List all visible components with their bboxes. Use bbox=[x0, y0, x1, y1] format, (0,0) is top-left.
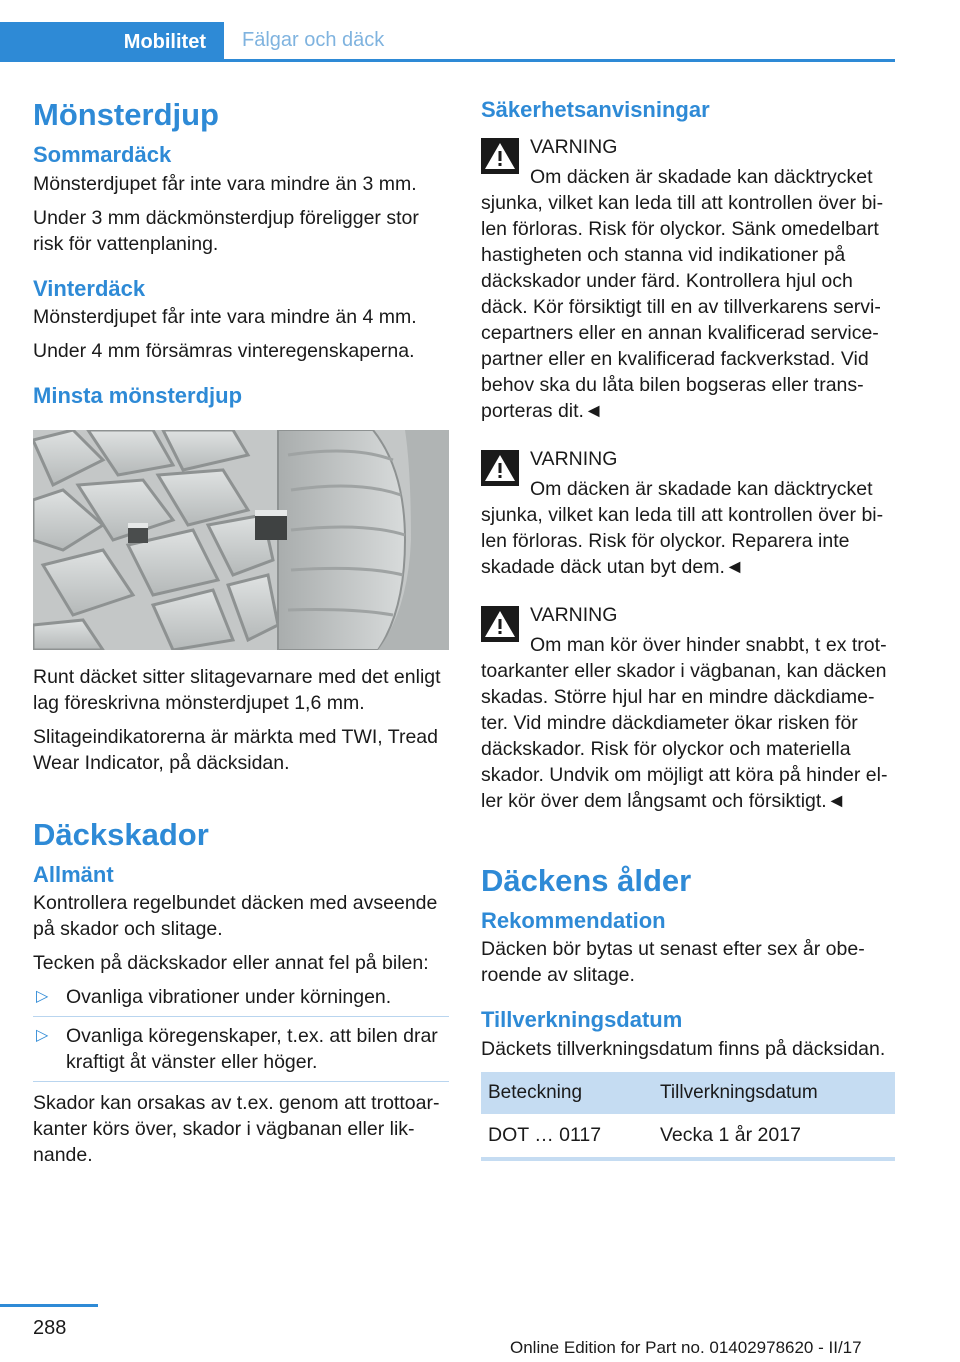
footer-accent-line bbox=[0, 1304, 98, 1307]
warning-block bbox=[481, 446, 895, 580]
manufacture-date-table bbox=[481, 1072, 895, 1161]
subheading-minsta: Minsta mönsterdjup bbox=[33, 383, 243, 409]
tire-tread-illustration bbox=[33, 430, 449, 650]
table-header: Beteckning bbox=[481, 1072, 653, 1114]
paragraph: Tecken på däckskador eller annat fel på bilen: bbox=[33, 952, 429, 975]
table-header: Tillverkningsdatum bbox=[653, 1072, 895, 1114]
table-cell: Vecka 1 år 2017 bbox=[653, 1114, 895, 1159]
warning-block bbox=[481, 602, 895, 814]
list-item: ▷ Ovanliga vibrationer under körningen. bbox=[33, 984, 449, 1017]
triangle-bullet-icon: ▷ bbox=[36, 988, 49, 1006]
subheading-sakerhet: Säkerhetsanvisningar bbox=[481, 97, 710, 122]
warning-text: Om däcken är skadade kan däcktrycket sjunka, vilket kan leda till att kontrollen över bilen förloras. Risk för olyckor. Reparera inte skadade däck utan byt dem.◄ bbox=[481, 477, 884, 578]
subheading-vinterdack: Vinterdäck bbox=[33, 275, 146, 301]
table-header-row bbox=[481, 1072, 895, 1114]
left-column bbox=[33, 96, 449, 1176]
paragraph: Mönsterdjupet får inte vara mindre än 4 mm. bbox=[33, 306, 417, 329]
subheading-allmant: Allmänt bbox=[33, 861, 114, 887]
section-tab-falgar: Fälgar och däck bbox=[224, 22, 895, 62]
tire-tread-svg bbox=[33, 430, 449, 650]
paragraph: Däckets tillverkningsdatum finns på däcksidan. bbox=[481, 1037, 886, 1060]
heading-dackens-alder: Däckens ålder bbox=[481, 862, 692, 898]
paragraph: Mönsterdjupet får inte vara mindre än 3 mm. bbox=[33, 172, 417, 195]
warning-text: Om man kör över hinder snabbt, t ex trottoarkanter eller skador i vägbanan, kan däcken skadas. Större hjul har en mindre däckdiameter. Vid mindre däckdiameter ökar risken för däckskador. Risk för olyckor och materiella skador. Undvik om möjligt att köra på hinder eller kör över dem långsamt och försiktigt.◄ bbox=[481, 633, 888, 812]
paragraph: Slitageindikatorerna är märkta med TWI, Tread Wear Indicator, på däcksidan. bbox=[33, 725, 438, 774]
triangle-bullet-icon: ▷ bbox=[36, 1027, 49, 1045]
table-row bbox=[481, 1114, 895, 1159]
warning-label: VARNING bbox=[530, 447, 618, 470]
paragraph: Under 4 mm försämras vinteregenskaperna. bbox=[33, 340, 415, 363]
warning-triangle-icon bbox=[481, 450, 519, 486]
heading-monsterdjup: Mönsterdjup bbox=[33, 97, 219, 132]
warning-label: VARNING bbox=[530, 135, 618, 158]
paragraph: Runt däcket sitter slitagevarnare med det enligt lag föreskrivna mönsterdjupet 1,6 mm. bbox=[33, 665, 441, 714]
subheading-tillverkningsdatum: Tillverkningsdatum bbox=[481, 1007, 683, 1033]
warning-triangle-icon bbox=[481, 138, 519, 174]
warning-block bbox=[481, 134, 895, 424]
section-tab-mobilitet: Mobilitet bbox=[0, 22, 224, 62]
warning-label: VARNING bbox=[530, 603, 618, 626]
paragraph: Däcken bör bytas ut senast efter sex år oberoende av slitage. bbox=[481, 938, 865, 987]
right-column bbox=[481, 96, 895, 1161]
paragraph: Kontrollera regelbundet däcken med avseende på skador och slitage. bbox=[33, 892, 438, 941]
warning-text: Om däcken är skadade kan däcktrycket sjunka, vilket kan leda till att kontrollen över bilen förloras. Risk för olyckor. Sänk omedelbart hastigheten och stanna vid indikationer på däckskador under färd. Kontrollera hjul och däck. Kör försiktigt till en av tillverkarens servicepartners eller en annan kvalificerad servicepartner eller en kvalificerad fackverkstad. Vid behov ska du låta bilen bogseras eller transporteras dit.◄ bbox=[481, 165, 884, 422]
heading-dackskador: Däckskador bbox=[33, 816, 209, 852]
edition-note: Online Edition for Part no. 01402978620 - II/17 bbox=[510, 1338, 862, 1357]
list-item: ▷ Ovanliga köregenskaper, t.ex. att bilen drar kraftigt åt vänster eller höger. bbox=[33, 1023, 449, 1082]
symptom-list bbox=[33, 984, 449, 1082]
table-cell: DOT … 0117 bbox=[481, 1114, 653, 1159]
paragraph: Under 3 mm däckmönsterdjup föreligger stor risk för vattenplaning. bbox=[33, 206, 419, 255]
subheading-sommardack: Sommardäck bbox=[33, 142, 172, 168]
paragraph: Skador kan orsakas av t.ex. genom att trottoarkanter körs över, skador i vägbanan eller liknande. bbox=[33, 1092, 440, 1167]
warning-triangle-icon bbox=[481, 606, 519, 642]
subheading-rekommendation: Rekommendation bbox=[481, 907, 666, 933]
page-number: 288 bbox=[33, 1317, 67, 1339]
page-header bbox=[0, 0, 895, 62]
